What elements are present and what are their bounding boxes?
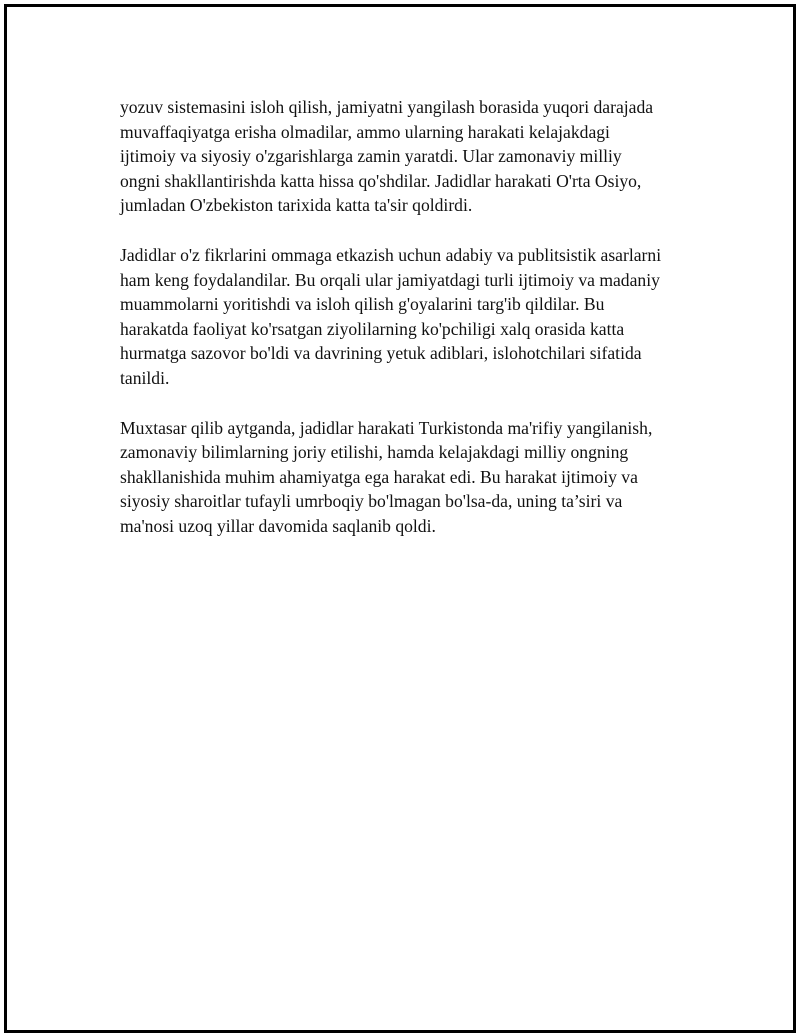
paragraph-line: yozuv sistemasini isloh qilish, jamiyatni yangilash borasida yuqori darajada [120,97,654,117]
document-page [4,4,796,1033]
paragraph-1 [120,95,710,218]
document-body [120,95,710,564]
paragraph-line: ijtimoiy va siyosiy o'zgarishlarga zamin yaratdi. Ular zamonaviy milliy [120,146,622,167]
paragraph-3 [120,416,710,539]
paragraph-line: ongni shakllantirishda katta hissa qo'shdilar. Jadidlar harakati O'rta Osiyo, [120,170,642,191]
paragraph-2 [120,243,710,391]
paragraph-line: harakatda faoliyat ko'rsatgan ziyolilarning ko'pchiligi xalq orasida katta [120,318,625,339]
paragraph-line: Jadidlar o'z fikrlarini ommaga etkazish uchun adabiy va publitsistik asarlarni [120,244,662,265]
paragraph-line: jumladan O'zbekiston tarixida katta ta'sir qoldirdi. [120,195,473,216]
paragraph-line: muvaffaqiyatga erisha olmadilar, ammo ularning harakati kelajakdagi [120,121,610,142]
paragraph-line: hurmatga sazovor bo'ldi va davrining yetuk adiblari, islohotchilari sifatida [120,343,642,364]
paragraph-line: tanildi. [120,367,170,388]
paragraph-line: muammolarni yoritishdi va isloh qilish g'oyalarini targ'ib qildilar. Bu [120,294,605,315]
paragraph-line: siyosiy sharoitlar tufayli umrboqiy bo'lmagan bo'lsa-da, uning ta’siri va [120,491,623,512]
paragraph-line: shakllanishida muhim ahamiyatga ega harakat edi. Bu harakat ijtimoiy va [120,466,638,487]
paragraph-line: ham keng foydalandilar. Bu orqali ular jamiyatdagi turli ijtimoiy va madaniy [120,269,660,290]
paragraph-line: Muxtasar qilib aytganda, jadidlar harakati Turkistonda ma'rifiy yangilanish, [120,417,653,438]
paragraph-line: zamonaviy bilimlarning joriy etilishi, hamda kelajakdagi milliy ongning [120,442,629,463]
paragraph-line: ma'nosi uzoq yillar davomida saqlanib qoldi. [120,515,436,536]
